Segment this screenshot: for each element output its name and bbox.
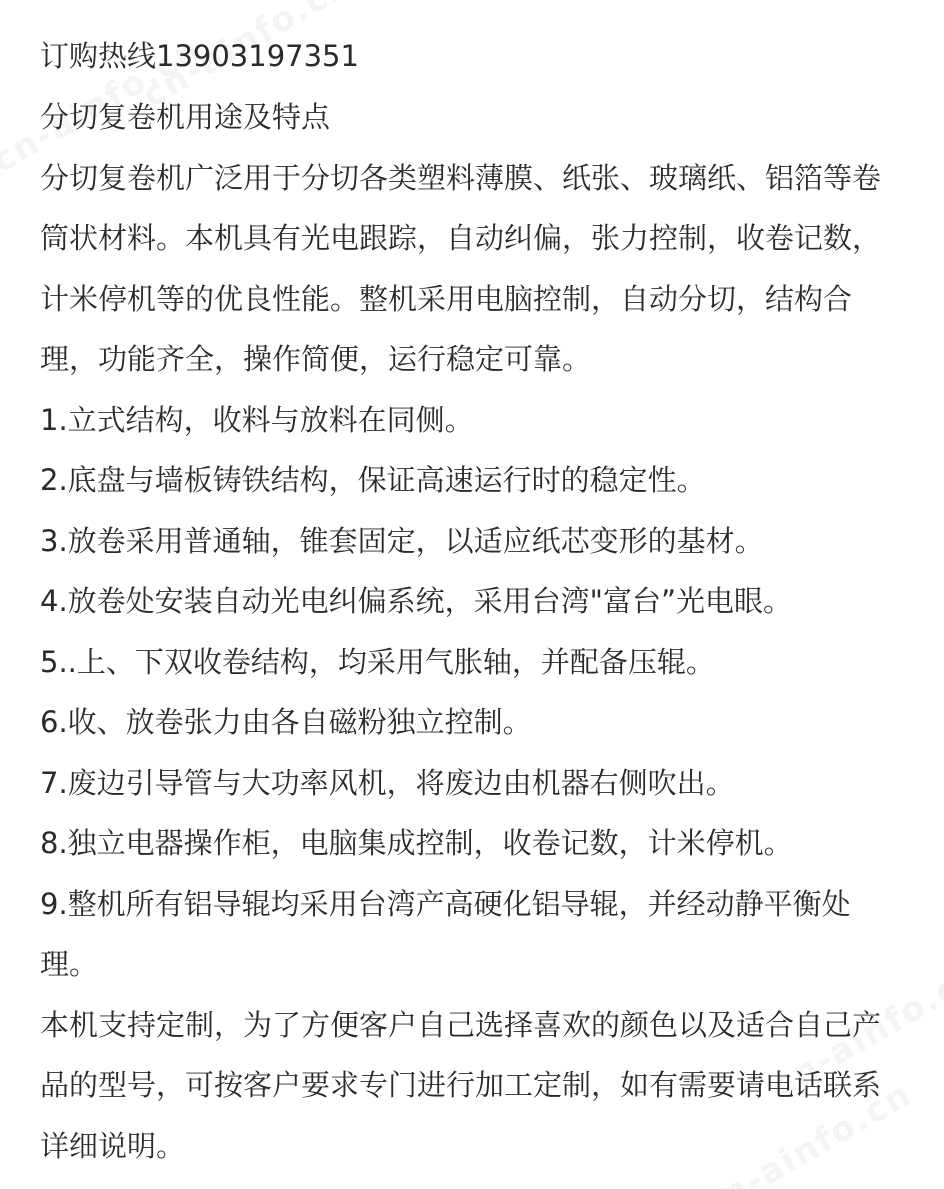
feature-item-9: 9.整机所有铝导辊均采用台湾产高硬化铝导辊，并经动静平衡处理。: [40, 886, 851, 981]
order-hotline: 订购热线13903197351: [40, 39, 359, 73]
feature-item-3: 3.放卷采用普通轴，锥套固定，以适应纸芯变形的基材。: [40, 523, 764, 558]
feature-item-4: 4.放卷处安装自动光电纠偏系统，采用台湾"富台”光电眼。: [40, 584, 793, 618]
feature-item-2: 2.底盘与墙板铸铁结构，保证高速运行时的稳定性。: [40, 463, 706, 497]
feature-item-8: 8.独立电器操作柜，电脑集成控制，收卷记数，计米停机。: [40, 826, 793, 860]
customization-paragraph: 本机支持定制，为了方便客户自己选择喜欢的颜色以及适合自己产品的型号，可按客户要求专门进行加工定制，如有需要请电话联系详细说明。: [40, 1007, 882, 1163]
feature-item-5: 5..上、下双收卷结构，均采用气胀轴，并配备压辊。: [40, 644, 715, 679]
section-heading: 分切复卷机用途及特点: [40, 100, 331, 134]
feature-item-6: 6.收、放卷张力由各自磁粉独立控制。: [40, 705, 532, 739]
feature-item-7: 7.废边引导管与大功率风机，将废边由机器右侧吹出。: [40, 765, 735, 800]
intro-paragraph: 分切复卷机广泛用于分切各类塑料薄膜、纸张、玻璃纸、铝箔等卷筒状材料。本机具有光电跟踪，自动纠偏，张力控制，收卷记数，计米停机等的优良性能。整机采用电脑控制，自动分切，结构合理，功能齐全，操作简便，运行稳定可靠。: [40, 160, 882, 376]
feature-item-1: 1.立式结构，收料与放料在同侧。: [40, 402, 474, 437]
